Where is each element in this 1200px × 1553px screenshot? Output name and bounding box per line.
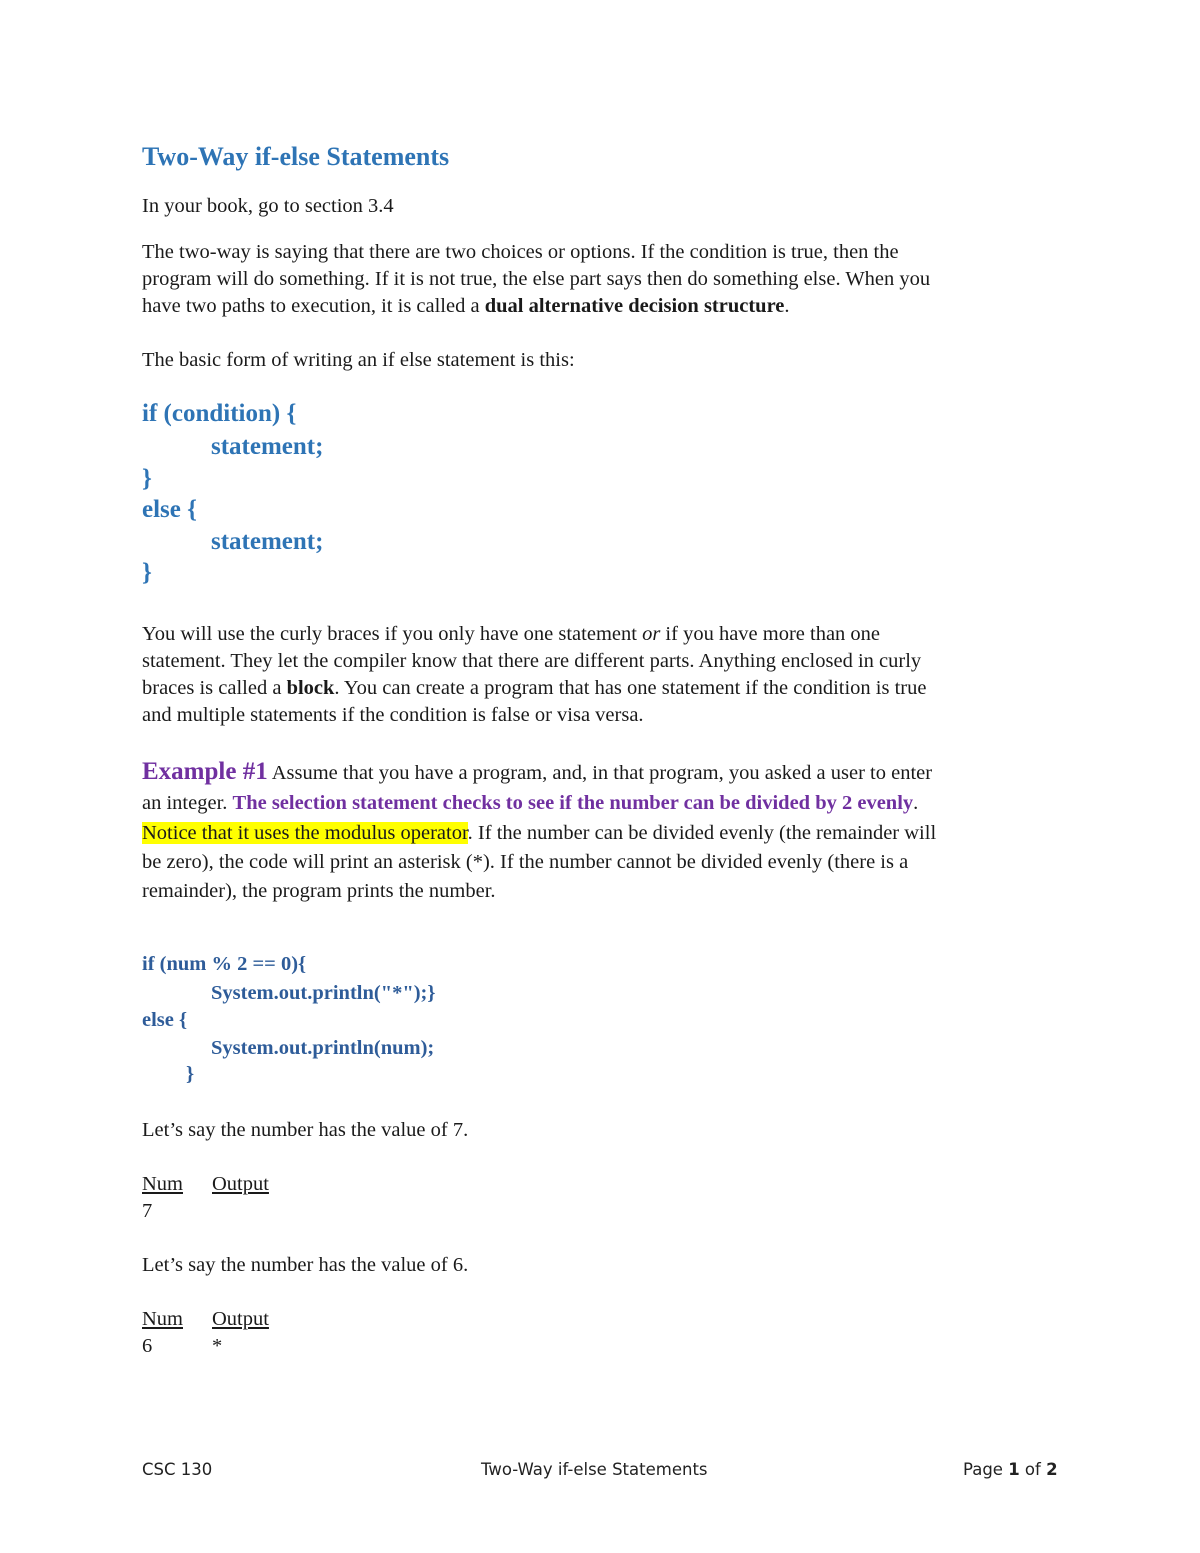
example-line3 [142,820,936,847]
code1-line5: statement; [211,528,324,555]
code2-line5: } [186,1063,195,1085]
example-line2-pre: an integer. [142,792,233,814]
example-line1 [142,758,932,787]
modulus-highlight: Notice that it uses the modulus operator [142,822,468,844]
code2-line4: System.out.println(num); [211,1037,435,1059]
block-term: block [286,677,335,699]
page-title: Two-Way if-else Statements [142,142,450,171]
case2-output-value: * [212,1335,223,1357]
example-line1-post: Assume that you have a program, and, in that program, you asked a user to enter [267,762,933,784]
dual-alternative-term: dual alternative decision structure [484,295,785,317]
case2-col-num: Num [142,1308,183,1330]
footer-page-total: 2 [1046,1460,1058,1479]
footer-title: Two-Way if-else Statements [481,1460,708,1479]
example-line3-post: . If the number can be divided evenly (the remainder will [467,822,937,844]
code2-line1: if (num % 2 == 0){ [142,953,307,975]
para3-line2: statement. They let the compiler know that there are different parts. Anything enclosed in curly [142,650,922,672]
para3-or-italic: or [642,623,661,645]
case1-num-value: 7 [142,1200,153,1222]
code1-line4: else { [142,496,197,523]
footer-of-label: of [1019,1460,1047,1479]
case2-intro: Let’s say the number has the value of 6. [142,1254,469,1276]
code1-line1: if (condition) { [142,400,297,427]
para3-line1-post: if you have more than one [660,623,881,645]
para1-line3 [142,293,790,320]
para3-line3-pre: braces is called a [142,677,287,699]
footer-page-label: Page [963,1460,1009,1479]
example-heading: Example #1 [142,758,268,785]
code1-line6: } [142,559,152,586]
example-line5: remainder), the program prints the number. [142,880,496,902]
footer-course: CSC 130 [142,1460,213,1479]
example-line4: be zero), the code will print an asterisk (*). If the number cannot be divided evenly (there is a [142,851,909,873]
para3-line3-post: . You can create a program that has one statement if the condition is true [334,677,927,699]
code2-line3: else { [142,1009,188,1031]
para3-line1 [142,621,880,648]
case1-intro: Let’s say the number has the value of 7. [142,1119,469,1141]
code2-line2: System.out.println("*");} [211,982,436,1004]
intro-line: In your book, go to section 3.4 [142,195,394,217]
para3-line1-pre: You will use the curly braces if you only have one statement [142,623,643,645]
para2-line: The basic form of writing an if else statement is this: [142,349,575,371]
para1-line3-post: . [784,295,790,317]
para1-line1: The two-way is saying that there are two choices or options. If the condition is true, then the [142,241,899,263]
example-selection-statement: The selection statement checks to see if the number can be divided by 2 evenly [232,792,914,814]
case1-col-num: Num [142,1173,183,1195]
case2-num-value: 6 [142,1335,153,1357]
case1-col-output: Output [212,1173,269,1195]
para1-line2: program will do something. If it is not true, the else part says then do something else. When you [142,268,931,290]
para3-line4: and multiple statements if the condition is false or visa versa. [142,704,644,726]
para1-line3-pre: have two paths to execution, it is called a [142,295,485,317]
example-line2-post: . [913,792,919,814]
code1-line2: statement; [211,433,324,460]
example-line2 [142,790,918,817]
code1-line3: } [142,465,152,492]
footer-page-number [963,1460,1058,1479]
para3-line3 [142,675,926,702]
footer-page-current: 1 [1008,1460,1020,1479]
case2-col-output: Output [212,1308,269,1330]
